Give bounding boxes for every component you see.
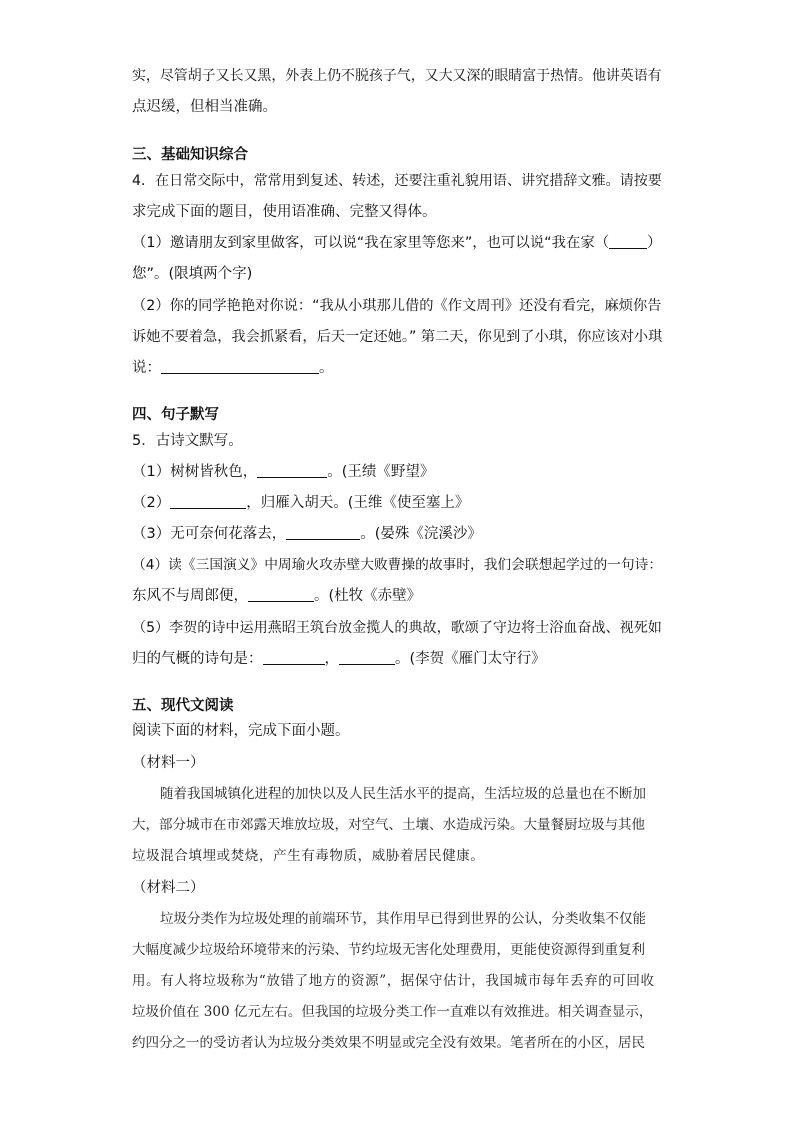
section-4-heading: 四、句子默写 — [132, 407, 219, 423]
poem-3-blank[interactable] — [286, 525, 360, 540]
reading-instruction: 阅读下面的材料，完成下面小题。 — [132, 723, 350, 739]
q4-1-text: （1）邀请朋友到家里做客，可以说“我在家里等您来”，也可以说“我在家（ — [132, 235, 610, 251]
q4-line-2: 求完成下面的题目，使用语准确、完整又得体。 — [132, 204, 437, 220]
poem-3-text: （3）无可奈何花落去， — [132, 526, 287, 542]
poem-5-blank-1[interactable] — [263, 650, 325, 665]
q4-2-line-1: （2）你的同学艳艳对你说：“我从小琪那儿借的《作文周刊》还没有看完，麻烦你告 — [132, 298, 662, 314]
q4-2-prefix: 说： — [132, 360, 161, 376]
poem-1-source: 。(王绩《野望》 — [327, 464, 435, 480]
q4-2-line-2: 诉她不要着急，我会抓紧看，后天一定还她。” 第二天，你见到了小琪，你应该对小琪 — [132, 329, 663, 345]
q4-2-line-3 — [132, 358, 334, 378]
q4-1-answer-blank[interactable] — [609, 234, 647, 249]
material-2-line-3: 用。有人将垃圾称为“放错了地方的资源”，据保守估计，我国城市每年丢弃的可回收 — [132, 973, 655, 989]
poem-item-2 — [132, 493, 469, 513]
poem-item-1 — [132, 462, 434, 482]
material-1-label: （材料一） — [132, 755, 205, 771]
material-2-line-1: 垃圾分类作为垃圾处理的前端环节，其作用早已得到世界的公认，分类收集不仅能 — [160, 911, 646, 927]
poem-2-source: ，归雁入胡天。(王维《使至塞上》 — [246, 495, 470, 511]
poem-1-text: （1）树树皆秋色， — [132, 464, 258, 480]
section-5-heading: 五、现代文阅读 — [132, 698, 234, 714]
section-3-heading: 三、基础知识综合 — [132, 147, 248, 163]
q4-1-close: ） — [647, 235, 662, 251]
material-1-line-2: 大，部分城市在市郊露天堆放垃圾，对空气、土壤、水造成污染。大量餐厨垃圾与其他 — [132, 817, 645, 833]
q4-2-end: 。 — [319, 360, 334, 376]
poem-2-blank[interactable] — [170, 494, 246, 509]
material-2-label: （材料二） — [132, 880, 205, 896]
poem-4-text: 东风不与周郎便， — [132, 588, 248, 604]
poem-3-source: 。(晏殊《浣溪沙》 — [360, 526, 482, 542]
material-2-line-4: 垃圾价值在 300 亿元左右。但我国的垃圾分类工作一直难以有效推进。相关调查显示， — [132, 1004, 653, 1020]
poem-4-blank[interactable] — [248, 587, 314, 602]
poem-5-blank-2[interactable] — [339, 650, 395, 665]
poem-item-4-line-2 — [132, 586, 421, 606]
material-2-line-2: 大幅度减少垃圾给环境带来的污染、节约垃圾无害化处理费用，更能使资源得到重复利 — [132, 942, 645, 958]
material-2-line-5: 约四分之一的受访者认为垃圾分类效果不明显或完全没有效果。笔者所在的小区，居民 — [132, 1035, 645, 1051]
poem-item-5-line-2 — [132, 649, 546, 669]
poem-5-comma: ， — [324, 651, 339, 667]
poem-2-text: （2） — [132, 495, 171, 511]
material-1-line-1: 随着我国城镇化进程的加快以及人民生活水平的提高，生活垃圾的总量也在不断加 — [160, 786, 646, 802]
intro-line-1: 实，尽管胡子又长又黑，外表上仍不脱孩子气，又大又深的眼睛富于热情。他讲英语有 — [132, 68, 662, 84]
q4-1-line-2: 您”。(限填两个字) — [132, 266, 253, 282]
q5-label: 5．古诗文默写。 — [132, 433, 243, 449]
poem-4-source: 。(杜牧《赤壁》 — [314, 588, 422, 604]
poem-5-text: 归的气概的诗句是： — [132, 651, 263, 667]
q4-line-1: 4．在日常交际中，常常用到复述、转述，还要注重礼貌用语、讲究措辞文雅。请按要 — [132, 173, 662, 189]
q4-2-answer-blank[interactable] — [161, 359, 319, 374]
q4-1-line-1 — [132, 233, 662, 253]
poem-5-source: 。(李贺《雁门太守行》 — [395, 651, 546, 667]
poem-1-blank[interactable] — [257, 463, 327, 478]
poem-item-4-line-1: （4）读《三国演义》中周瑜火攻赤壁大败曹操的故事时，我们会联想起学过的一句诗： — [132, 557, 663, 573]
material-1-line-3: 垃圾混合填埋或焚烧，产生有毒物质，威胁着居民健康。 — [132, 848, 485, 864]
intro-line-2: 点迟缓，但相当准确。 — [132, 99, 277, 115]
poem-item-5-line-1: （5）李贺的诗中运用燕昭王筑台放金揽人的典故，歌颂了守边将士浴血奋战、视死如 — [132, 620, 662, 636]
poem-item-3 — [132, 524, 482, 544]
